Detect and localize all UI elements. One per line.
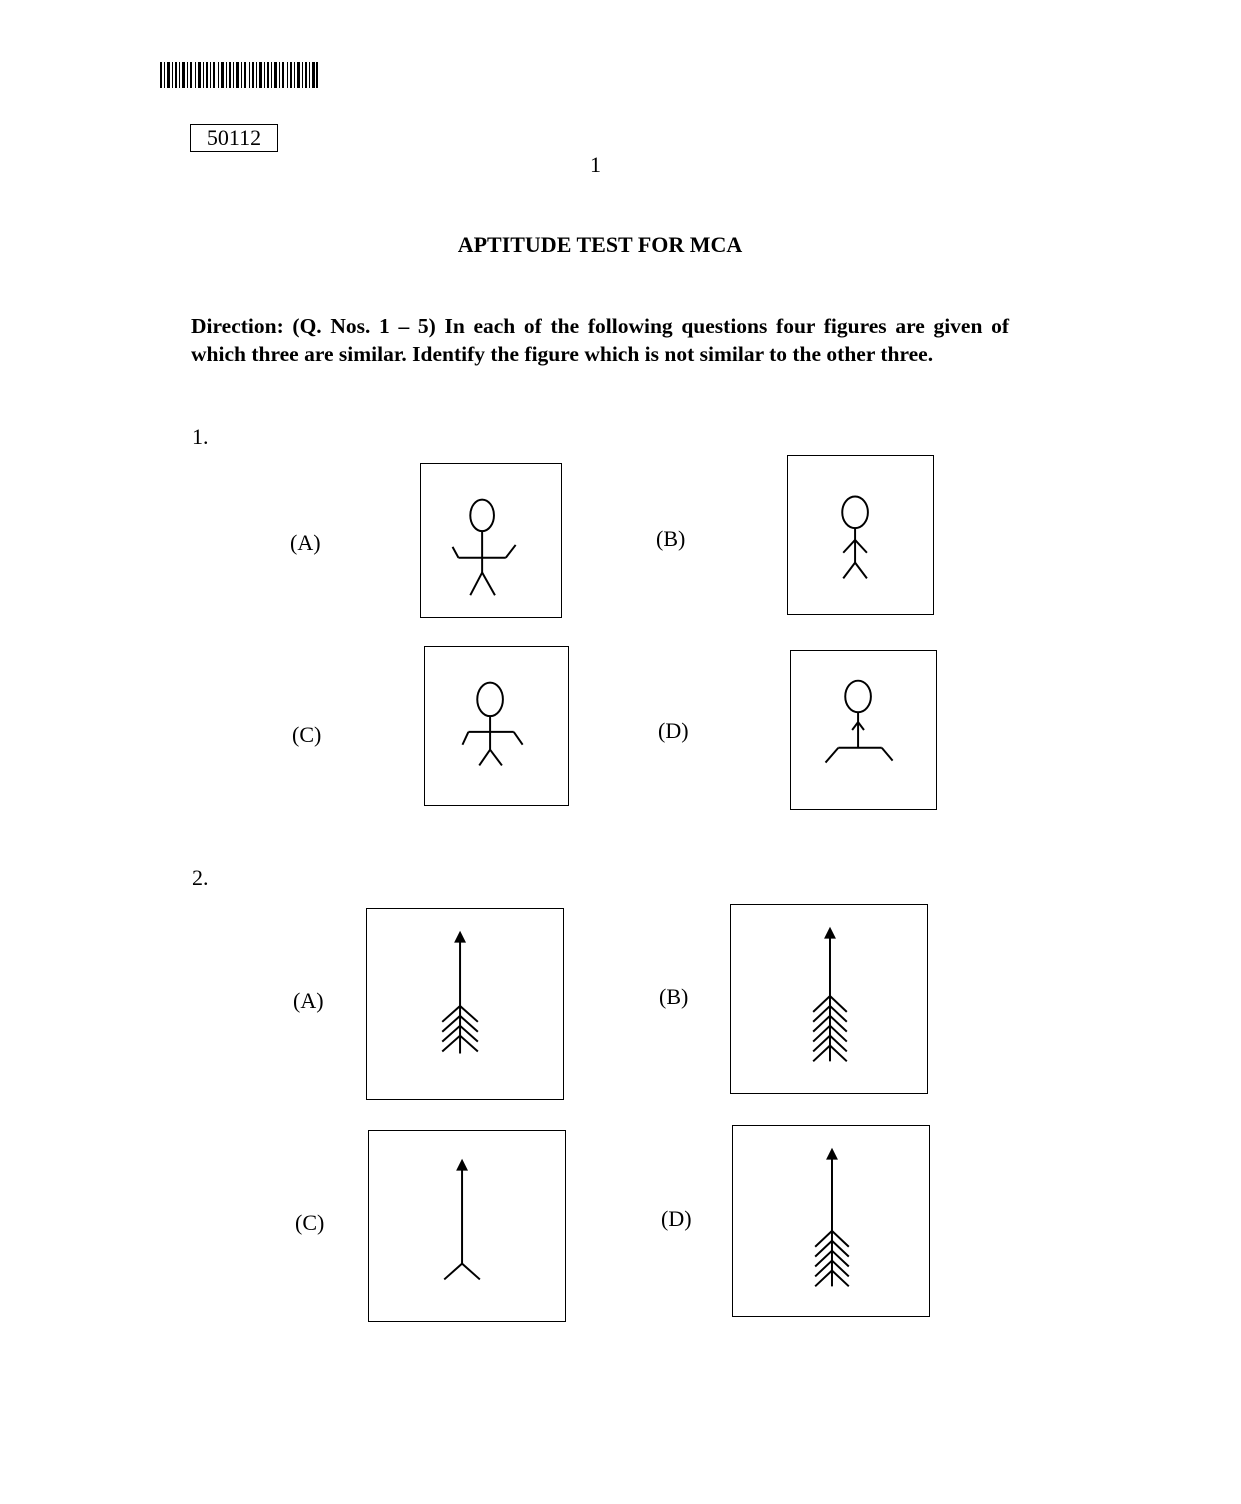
question-number: 1. — [192, 424, 209, 449]
figure-box — [368, 1130, 566, 1322]
paper-code-box: 50112 — [190, 124, 278, 152]
option-label: (A) — [293, 988, 324, 1013]
option-label: (C) — [292, 722, 322, 747]
option-label: (D) — [658, 718, 689, 743]
page-title: APTITUDE TEST FOR MCA — [457, 232, 743, 257]
arrow-four-feathers — [367, 909, 563, 1099]
stick-figure-arms-down — [788, 456, 933, 614]
direction-text: Direction: (Q. Nos. 1 – 5) In each of the following questions four figures are given of which three are similar. Identify the figure which is not similar to the other three. — [191, 314, 1009, 366]
option-label: (B) — [656, 526, 686, 551]
stick-figure-arms-bent-down — [425, 647, 568, 805]
figure-box — [420, 463, 562, 618]
option-label: (B) — [659, 984, 689, 1009]
option-label: (A) — [290, 530, 321, 555]
arrow-one-feather — [369, 1131, 565, 1321]
figure-box — [730, 904, 928, 1094]
option-label: (D) — [661, 1206, 692, 1231]
figure-box — [366, 908, 564, 1100]
figure-box — [424, 646, 569, 806]
figure-box — [790, 650, 937, 810]
figure-box — [787, 455, 934, 615]
page-number: 1 — [590, 152, 601, 177]
figure-box — [732, 1125, 930, 1317]
arrow-five-feathers — [733, 1126, 929, 1316]
question-number: 2. — [192, 865, 209, 890]
arrow-six-feathers — [731, 905, 927, 1093]
stick-figure-arms-up — [421, 464, 561, 617]
option-label: (C) — [295, 1210, 325, 1235]
barcode-image — [160, 62, 318, 88]
stick-figure-wide-legs — [791, 651, 936, 809]
